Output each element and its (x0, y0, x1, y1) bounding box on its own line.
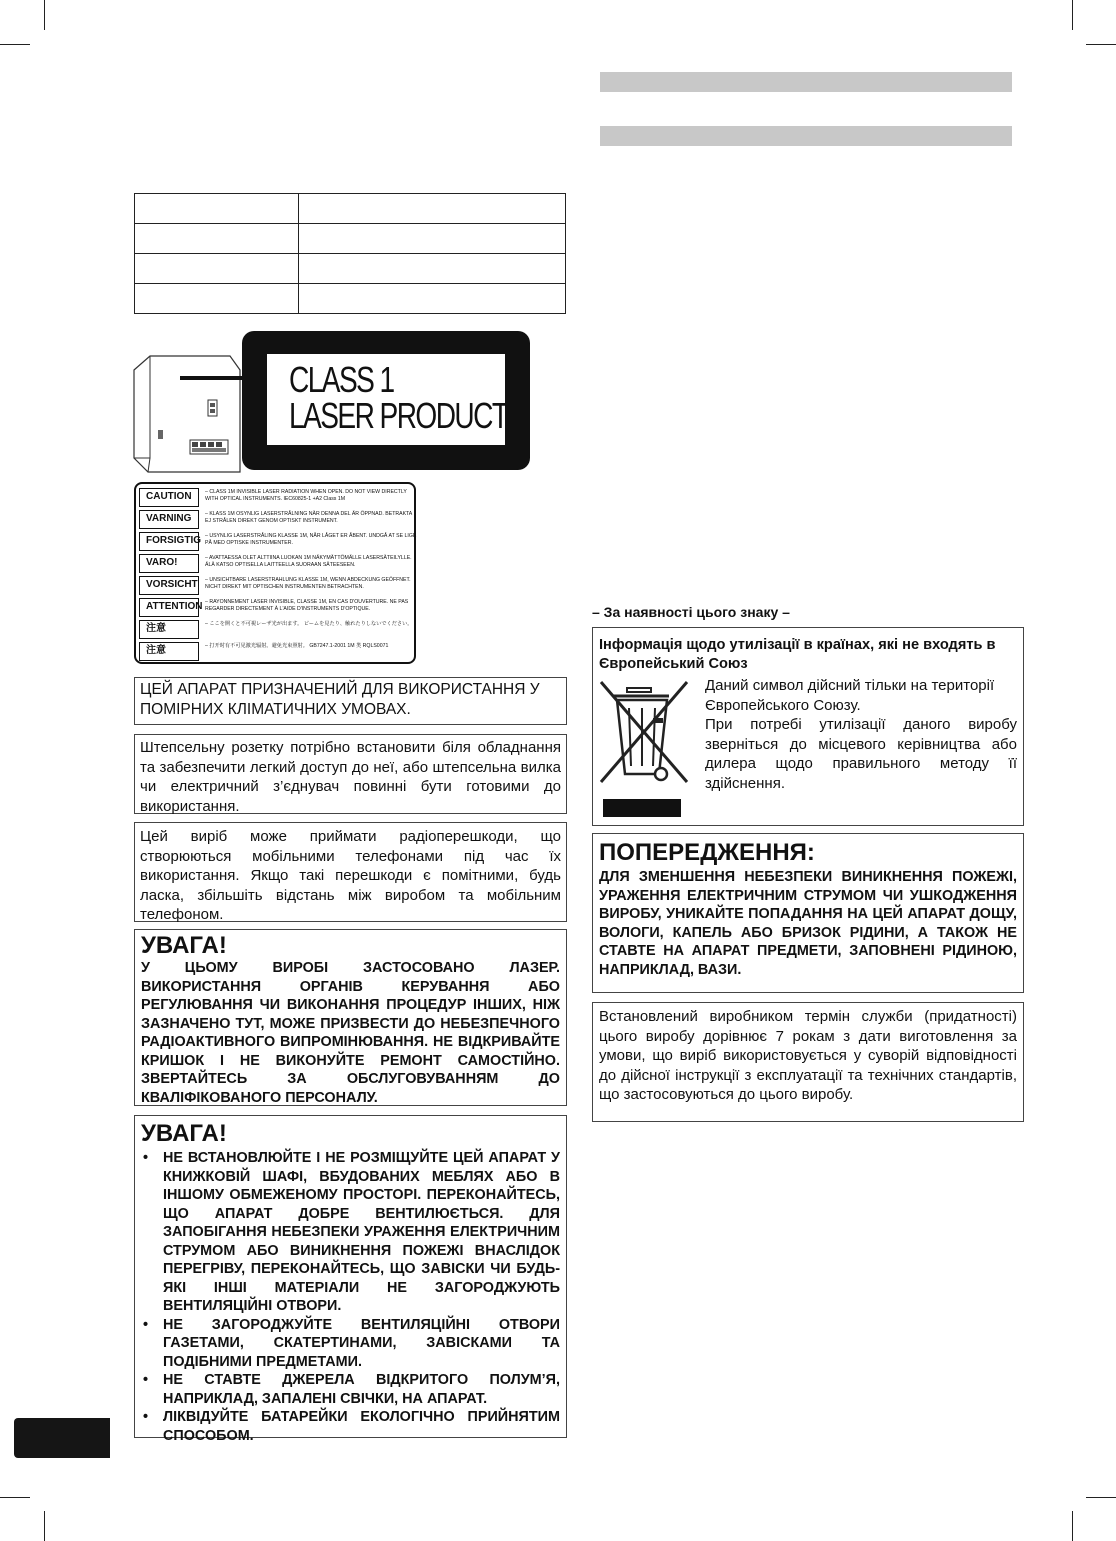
laser-class-inner (267, 354, 508, 445)
warning-text: – UNSICHTBARE LASERSTRAHLUNG KLASSE 1M, WENN ABDECKUNG GEÖFFNET. NICHT DIREKT MIT OPTISCHEN INSTRUMENTEN BETRACHTEN. (205, 577, 411, 590)
page-tab (14, 1418, 110, 1458)
climate-text: ЦЕЙ АПАРАТ ПРИЗНАЧЕНИЙ ДЛЯ ВИКОРИСТАННЯ У ПОМІРНИХ КЛІМАТИЧНИХ УМОВАХ. (140, 681, 540, 718)
crossed-bin-icon (599, 678, 691, 790)
warning-text: – 打开时有不可见激光辐射。避免光束照射。 GB7247.1-2001 1M 类 RQLS0071 (205, 643, 389, 649)
warning-text: – AVATTAESSA OLET ALTTIINA LUOKAN 1M NÄKYMÄTTÖMÄLLE LASERSÄTEILYLLE. ÄLÄ KATSO OPTISELLA LAITTEELLA SUORAAN SÄTEESEEN. (205, 555, 412, 568)
caution-title: УВАГА! (141, 932, 227, 959)
socket-notice (134, 734, 567, 814)
laser-class-line2: LASER PRODUCT (289, 395, 508, 436)
crop-mark (1072, 0, 1073, 30)
warning-row (139, 488, 415, 508)
disposal-paragraph: Даний символ дійсний тільки на території Європейського Союзу. (705, 677, 995, 714)
laser-warning-label (134, 482, 416, 664)
disposal-title: Інформація щодо утилізації в країнах, які не входять в Європейський Союз (599, 637, 996, 672)
warning-row (139, 642, 415, 662)
device-illustration (130, 354, 245, 476)
disposal-paragraph: При потребі утилізації даного виробу зверніться до місцевого керівництва або дилера щодо правильного методу її здійснення. (705, 716, 1017, 792)
table-row (135, 284, 566, 314)
spec-table (134, 193, 566, 314)
laser-class-label (242, 331, 530, 470)
warning-row (139, 598, 415, 618)
caution-text: У ЦЬОМУ ВИРОБІ ЗАСТОСОВАНО ЛАЗЕР. ВИКОРИСТАННЯ ОРГАНІВ КЕРУВАННЯ АБО РЕГУЛЮВАННЯ ЧИ ВИКОНАННЯ ПРОЦЕДУР ІНШИХ, НІЖ ЗАЗНАЧЕНО ТУТ, МОЖЕ ПРИЗВЕСТИ ДО НЕБЕЗПЕЧНОГО РАДІОАКТИВНОГО ВИПРОМІНЮВАННЯ. НЕ ВІДКРИВАЙТЕ КРИШОК І НЕ ВИКОНУЙТЕ РЕМОНТ САМОСТІЙНО. ЗВЕРТАЙТЕСЬ ЗА ОБСЛУГОВУВАННЯМ ДО КВАЛІФІКОВАНОГО ПЕРСОНАЛУ. (141, 960, 560, 1106)
ventilation-caution-box (134, 1115, 567, 1444)
crop-mark (44, 0, 45, 30)
warning-tag: ATTENTION (139, 598, 199, 617)
caution-title: УВАГА! (141, 1120, 227, 1147)
warning-box (592, 833, 1024, 993)
warning-text: – ここを開くと不可視レーザ光が出ます。 ビームを見たり、触れたりしないでください。 (205, 621, 413, 627)
header-bar (600, 72, 1012, 92)
warning-tag: FORSIGTIG (139, 532, 199, 551)
socket-text: Штепсельну розетку потрібно встановити біля обладнання та забезпечити легкий доступ до неї, або штепсельна вилка чи електричний з’єднувач повинні бути готовими до використання. (140, 739, 561, 815)
climate-notice (134, 677, 567, 725)
warning-row (139, 576, 415, 596)
warning-tag: CAUTION (139, 488, 199, 507)
crop-mark (1072, 1511, 1073, 1541)
warning-text: – USYNLIG LASERSTRÅLING KLASSE 1M, NÅR LÅGET ER ÅBENT. UNDGÅ AT SE LIGE PÅ MED OPTISKE INSTRUMENTER. (205, 533, 417, 546)
laser-caution-box (134, 929, 567, 1106)
warning-row (139, 620, 415, 640)
sign-note: – За наявності цього знаку – (592, 604, 790, 620)
bin-bar (603, 799, 681, 817)
radio-text: Цей виріб може приймати радіоперешкоди, що створюються мобільними телефонами під час їх використання. Якщо такі перешкоди є помітними, будь ласка, збільшіть відстань між виробом та мобільним телефоном. (140, 828, 561, 923)
list-item: • НЕ ВСТАНОВЛЮЙТЕ І НЕ РОЗМІЩУЙТЕ ЦЕЙ АПАРАТ У КНИЖКОВІЙ ШАФІ, ВБУДОВАНИХ МЕБЛЯХ АБО В ІНШОМУ ОБМЕЖЕНОМУ ПРОСТОРІ. ПЕРЕКОНАЙТЕСЬ, ЩО АПАРАТ ДОБРЕ ВЕНТИЛЮЄТЬСЯ. ДЛЯ ЗАПОБІГАННЯ НЕБЕЗПЕКИ УРАЖЕННЯ ЕЛЕКТРИЧНИМ СТРУМОМ АБО ВИНИКНЕННЯ ПОЖЕЖІ ВНАСЛІДОК ПЕРЕГРІВУ, ПЕРЕКОНАЙТЕСЬ, ЩО ЗАВІСКИ ЧИ БУДЬ-ЯКІ ІНШІ МАТЕРІАЛИ НЕ ЗАГОРОДЖУЮТЬ ВЕНТИЛЯЦІЙНІ ОТВОРИ. (141, 1149, 560, 1316)
warning-tag: VARNING (139, 510, 199, 529)
warning-tag: VORSICHT (139, 576, 199, 595)
list-item: • НЕ СТАВТЕ ДЖЕРЕЛА ВІДКРИТОГО ПОЛУМ’Я, НАПРИКЛАД, ЗАПАЛЕНІ СВІЧКИ, НА АПАРАТ. (141, 1371, 560, 1408)
warning-row (139, 510, 415, 530)
warning-text: – CLASS 1M INVISIBLE LASER RADIATION WHEN OPEN. DO NOT VIEW DIRECTLY WITH OPTICAL INSTRUMENTS. IEC60825-1 +A2 Class 1M (205, 489, 407, 502)
disposal-text-block (705, 676, 1017, 793)
service-life-text: Встановлений виробником термін служби (придатності) цього виробу дорівнює 7 рокам з дати виготовлення за умови, що виріб використовується у суворій відповідності до дійсної інструкції з експлуатації та технічних стандартів, що застосовуються до цього виробу. (599, 1008, 1017, 1103)
caution-list (141, 1149, 560, 1445)
warning-row (139, 554, 415, 574)
table-row (135, 254, 566, 284)
list-item: • НЕ ЗАГОРОДЖУЙТЕ ВЕНТИЛЯЦІЙНІ ОТВОРИ ГАЗЕТАМИ, СКАТЕРТИНАМИ, ЗАВІСКАМИ ТА ПОДІБНИМИ ПРЕДМЕТАМИ. (141, 1316, 560, 1372)
service-life-box (592, 1002, 1024, 1122)
crop-mark (0, 44, 30, 45)
crop-mark (0, 1497, 30, 1498)
header-bar (600, 126, 1012, 146)
radio-interference-notice (134, 822, 567, 922)
warning-tag: VARO! (139, 554, 199, 573)
list-item: • ЛІКВІДУЙТЕ БАТАРЕЙКИ ЕКОЛОГІЧНО ПРИЙНЯТИМ СПОСОБОМ. (141, 1408, 560, 1445)
warning-title: ПОПЕРЕДЖЕННЯ: (599, 839, 815, 866)
crop-mark (44, 1511, 45, 1541)
table-row (135, 194, 566, 224)
pointer-line (180, 376, 244, 380)
warning-row (139, 532, 415, 552)
disposal-box (592, 627, 1024, 826)
warning-tag: 注意 (139, 620, 199, 639)
table-row (135, 224, 566, 254)
crop-mark (1086, 1497, 1116, 1498)
warning-text: – RAYONNEMENT LASER INVISIBLE, CLASSE 1M, EN CAS D'OUVERTURE. NE PAS REGARDER DIRECTEMENT À L'AIDE D'INSTRUMENTS D'OPTIQUE. (205, 599, 409, 612)
crop-mark (1086, 44, 1116, 45)
warning-text: ДЛЯ ЗМЕНШЕННЯ НЕБЕЗПЕКИ ВИНИКНЕННЯ ПОЖЕЖІ, УРАЖЕННЯ ЕЛЕКТРИЧНИМ СТРУМОМ ЧИ УШКОДЖЕННЯ ВИРОБУ, УНИКАЙТЕ ПОПАДАННЯ НА ЦЕЙ АПАРАТ ДОЩУ, ВОЛОГИ, КАПЕЛЬ АБО БРИЗОК РІДИНИ, А ТАКОЖ НЕ СТАВТЕ НА АПАРАТ ПРЕДМЕТИ, ЗАПОВНЕНІ РІДИНОЮ, НАПРИКЛАД, ВАЗИ. (599, 869, 1017, 978)
warning-tag: 注意 (139, 642, 199, 661)
laser-class-line1: CLASS 1 (289, 359, 394, 400)
warning-text: – KLASS 1M OSYNLIG LASERSTRÅLNING NÄR DENNA DEL ÄR ÖPPNAD. BETRAKTA EJ STRÅLEN DIREKT GENOM OPTISKT INSTRUMENT. (205, 511, 412, 524)
